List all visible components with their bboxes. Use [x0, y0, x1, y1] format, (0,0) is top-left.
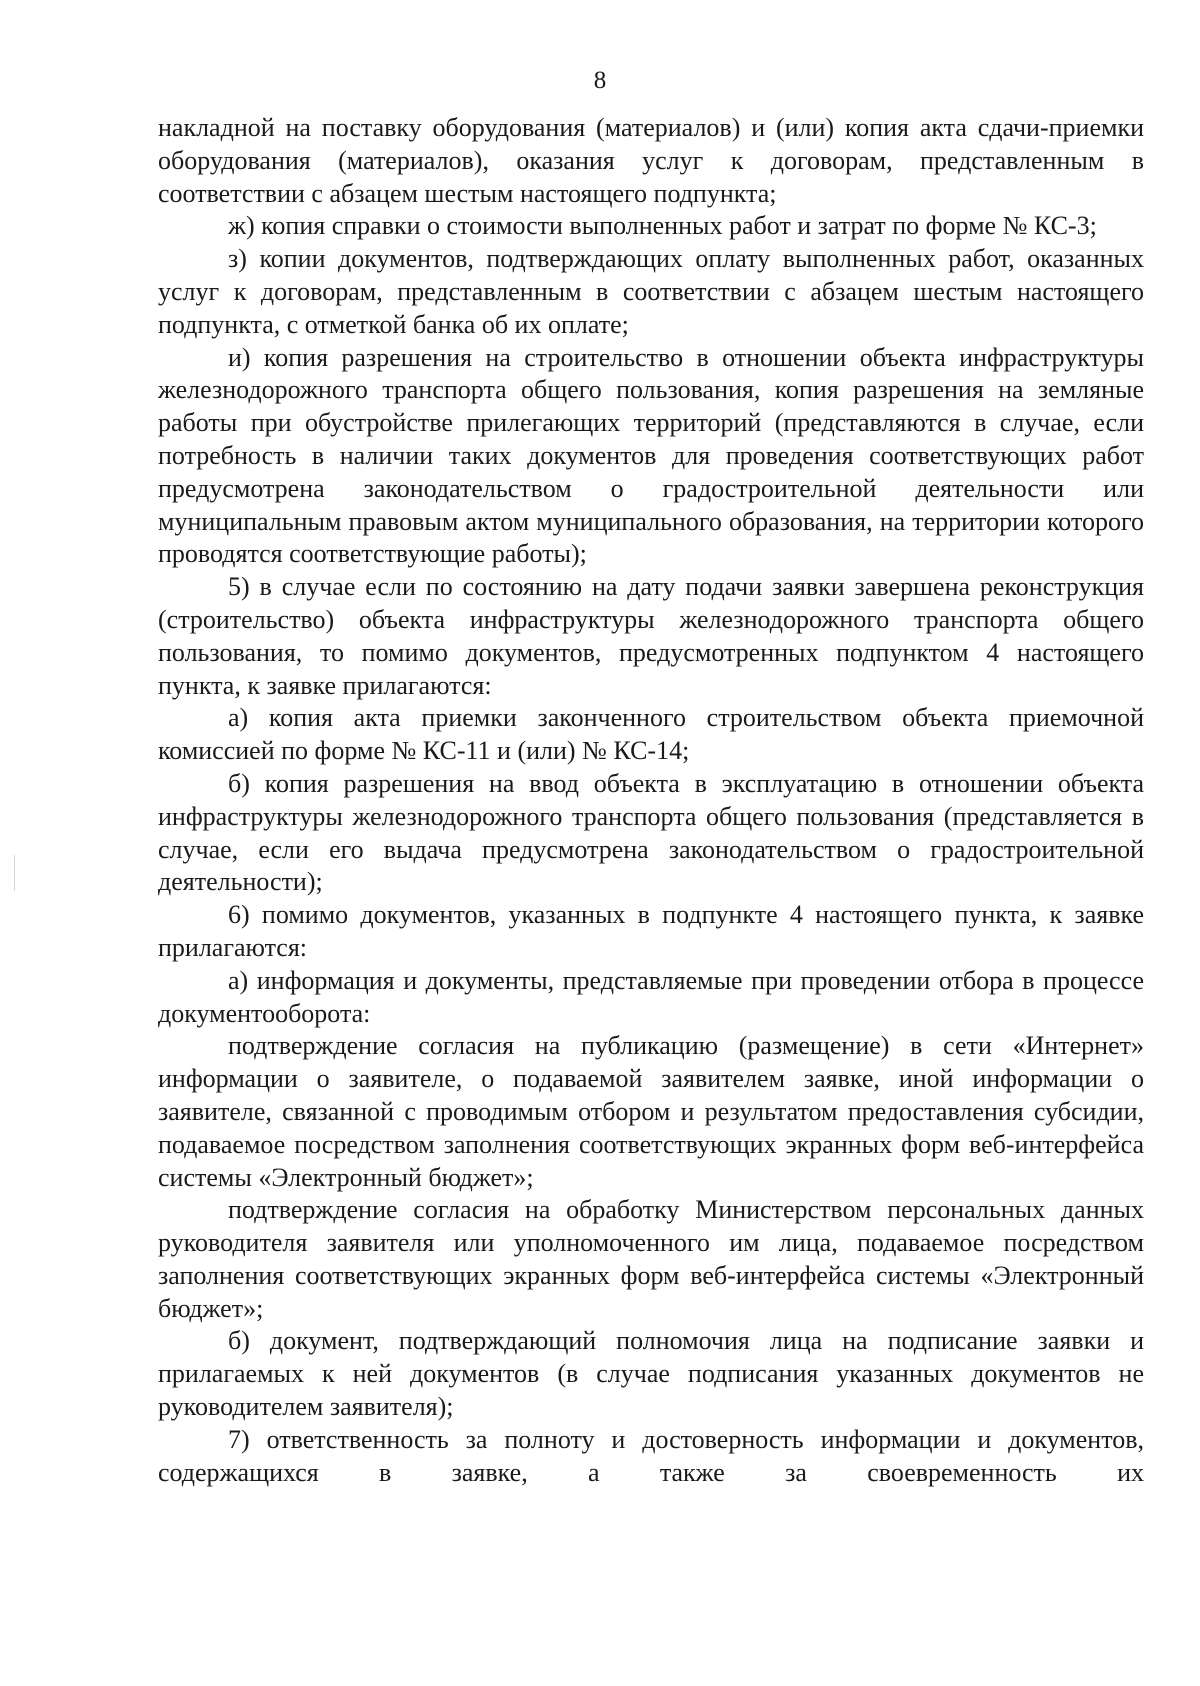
document-body — [158, 112, 1144, 1489]
paragraph-item-z: з) копии документов, подтверждающих оплату выполненных работ, оказанных услуг к договорам, представленным в соответствии с абзацем шестым настоящего подпункта, с отметкой банка об их оплате; — [158, 244, 1144, 339]
paragraph-item-6-b: б) документ, подтверждающий полномочия лица на подписание заявки и прилагаемых к ней документов (в случае подписания указанных документов не руководителем заявителя); — [158, 1326, 1144, 1422]
paragraph-item-5: 5) в случае если по состоянию на дату подачи заявки завершена реконструкция (строительство) объекта инфраструктуры железнодорожного транспорта общего пользования, то помимо документов, предусмотренных подпунктом 4 настоящего пункта, к заявке прилагаются: — [158, 572, 1144, 700]
paragraph-item-6: 6) помимо документов, указанных в подпункте 4 настоящего пункта, к заявке прилагаются: — [158, 900, 1144, 962]
paragraph-item-i: и) копия разрешения на строительство в отношении объекта инфраструктуры железнодорожного транспорта общего пользования, копия разрешения на земляные работы при обустройстве прилегающих территорий (представляются в случае, если потребность в наличии таких документов для проведения соответствующих работ предусмотрена законодательством о градостроительной деятельности или муниципальным правовым актом муниципального образования, на территории которого проводятся соответствующие работы); — [158, 342, 1144, 569]
paragraph-consent-personal-data: подтверждение согласия на обработку Министерством персональных данных руководителя заявителя или уполномоченного им лица, подаваемое посредством заполнения соответствующих экранных форм веб-интерфейса системы «Электронный бюджет»; — [158, 1195, 1144, 1323]
page-number: 8 — [593, 67, 607, 94]
paragraph-continuation: накладной на поставку оборудования (материалов) и (или) копия акта сдачи-приемки оборудования (материалов), оказания услуг к договорам, представленным в соответствии с абзацем шестым настоящего подпункта; — [158, 113, 1144, 208]
paragraph-item-7: 7) ответственность за полноту и достоверность информации и документов, содержащихся в заявке, а также за своевременность их — [158, 1424, 1144, 1487]
scan-artifact-mark — [14, 855, 15, 891]
paragraph-consent-publication: подтверждение согласия на публикацию (размещение) в сети «Интернет» информации о заявителе, о подаваемой заявителем заявке, иной информации о заявителе, связанной с проводимым отбором и результатом предоставления субсидии, подаваемое посредством заполнения соответствующих экранных форм веб-интерфейса системы «Электронный бюджет»; — [158, 1031, 1144, 1192]
paragraph-item-zh: ж) копия справки о стоимости выполненных работ и затрат по форме № КС-3; — [228, 211, 1097, 241]
paragraph-item-6-a: а) информация и документы, представляемые при проведении отбора в процессе документооборота: — [158, 965, 1144, 1028]
paragraph-item-5-b: б) копия разрешения на ввод объекта в эксплуатацию в отношении объекта инфраструктуры железнодорожного транспорта общего пользования (представляется в случае, если его выдача предусмотрена законодательством о градостроительной деятельности); — [158, 768, 1144, 897]
paragraph-item-5-a: а) копия акта приемки законченного строительством объекта приемочной комиссией по форме № КС-11 и (или) № КС-14; — [158, 703, 1144, 766]
